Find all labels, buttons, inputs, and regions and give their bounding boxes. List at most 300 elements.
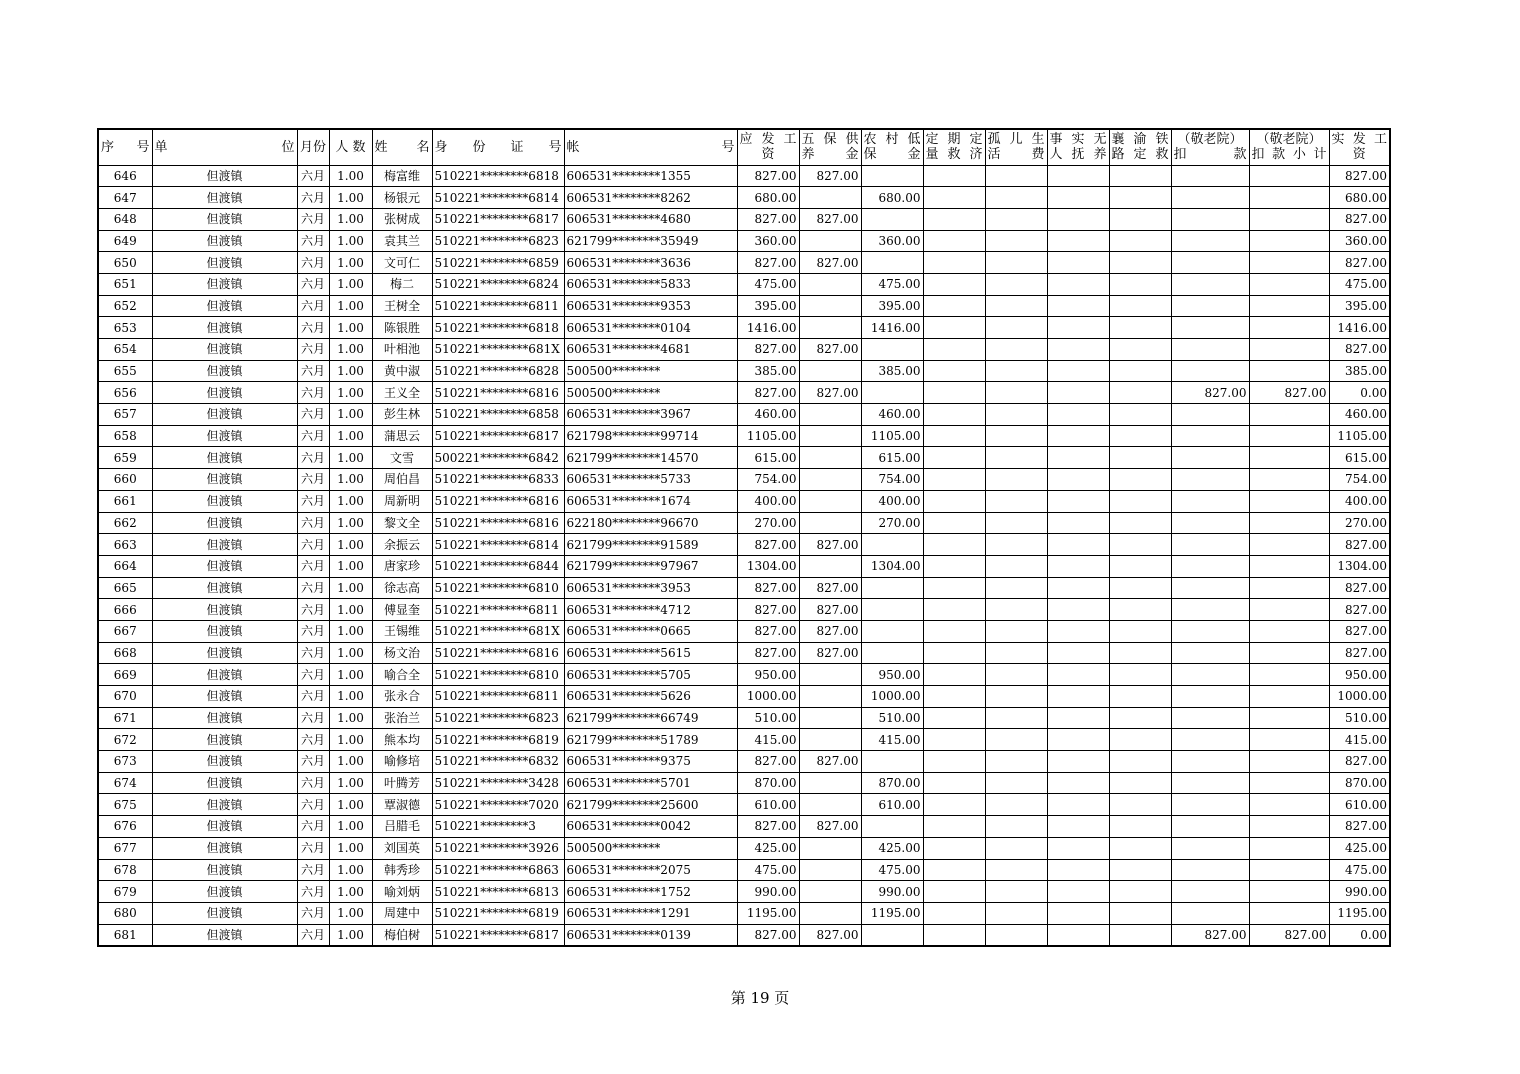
payable-cell: 870.00 [737,772,799,794]
month-cell: 六月 [297,577,329,599]
jinglao-subtotal-cell [1249,902,1329,924]
wubao-cell [799,187,861,209]
table-header [98,129,1390,165]
unit-cell: 但渡镇 [152,707,297,729]
header-persons: 人 数 [329,129,372,165]
dibao-cell: 385.00 [861,360,923,382]
dibao-cell [861,642,923,664]
account-cell: 606531********5615 [564,642,737,664]
dibao-cell: 425.00 [861,837,923,859]
id-cell: 510221********6858 [432,404,564,426]
dibao-cell [861,577,923,599]
xiangyu-cell [1109,751,1171,773]
actual-cell: 425.00 [1329,837,1390,859]
jinglao-subtotal-cell [1249,620,1329,642]
unit-cell: 但渡镇 [152,534,297,556]
name-cell: 徐志高 [372,577,432,599]
jinglao-subtotal-cell [1249,794,1329,816]
payable-cell: 1416.00 [737,317,799,339]
jinglao-deduct-cell [1171,859,1249,881]
payable-cell: 385.00 [737,360,799,382]
jinglao-subtotal-cell [1249,837,1329,859]
unit-cell: 但渡镇 [152,729,297,751]
xiangyu-cell [1109,642,1171,664]
table-row [98,577,1390,599]
name-cell: 袁其兰 [372,230,432,252]
wubao-cell [799,447,861,469]
name-cell: 梅富维 [372,165,432,187]
xiangyu-cell [1109,816,1171,838]
id-cell: 510221********6814 [432,187,564,209]
shishi-cell [1047,273,1109,295]
wubao-cell [799,317,861,339]
persons-cell: 1.00 [329,642,372,664]
shishi-cell [1047,295,1109,317]
wubao-cell: 827.00 [799,642,861,664]
jinglao-subtotal-cell [1249,881,1329,903]
jinglao-subtotal-cell [1249,555,1329,577]
unit-cell: 但渡镇 [152,512,297,534]
seq-cell: 663 [98,534,152,556]
shishi-cell [1047,490,1109,512]
id-cell: 510221********6813 [432,881,564,903]
table-row [98,230,1390,252]
table-row [98,404,1390,426]
wubao-cell [799,686,861,708]
table-row [98,447,1390,469]
persons-cell: 1.00 [329,252,372,274]
xiangyu-cell [1109,447,1171,469]
persons-cell: 1.00 [329,208,372,230]
actual-cell: 1416.00 [1329,317,1390,339]
table-body [98,165,1390,946]
persons-cell: 1.00 [329,469,372,491]
dingqi-cell [923,360,985,382]
id-cell: 510221********6816 [432,512,564,534]
persons-cell: 1.00 [329,360,372,382]
jinglao-subtotal-cell [1249,490,1329,512]
wubao-cell: 827.00 [799,620,861,642]
unit-cell: 但渡镇 [152,208,297,230]
persons-cell: 1.00 [329,816,372,838]
name-cell: 张树成 [372,208,432,230]
guer-cell [985,816,1047,838]
wubao-cell [799,772,861,794]
name-cell: 熊本均 [372,729,432,751]
name-cell: 唐家珍 [372,555,432,577]
jinglao-deduct-cell [1171,599,1249,621]
shishi-cell [1047,902,1109,924]
name-cell: 喻合全 [372,664,432,686]
dingqi-cell [923,816,985,838]
table-row [98,599,1390,621]
jinglao-deduct-cell [1171,360,1249,382]
jinglao-deduct-cell [1171,404,1249,426]
actual-cell: 395.00 [1329,295,1390,317]
account-cell: 606531********1291 [564,902,737,924]
account-cell: 500500******** [564,837,737,859]
account-cell: 621799********51789 [564,729,737,751]
guer-cell [985,599,1047,621]
table-row [98,425,1390,447]
seq-cell: 670 [98,686,152,708]
header-actual: 实 发 工 资 [1329,129,1390,165]
dibao-cell: 990.00 [861,881,923,903]
dibao-cell: 754.00 [861,469,923,491]
jinglao-subtotal-cell [1249,751,1329,773]
guer-cell [985,165,1047,187]
name-cell: 喻修培 [372,751,432,773]
actual-cell: 360.00 [1329,230,1390,252]
actual-cell: 475.00 [1329,859,1390,881]
id-cell: 510221********3926 [432,837,564,859]
jinglao-subtotal-cell [1249,165,1329,187]
month-cell: 六月 [297,165,329,187]
table-row [98,686,1390,708]
shishi-cell [1047,620,1109,642]
jinglao-subtotal-cell [1249,339,1329,361]
dibao-cell [861,165,923,187]
seq-cell: 659 [98,447,152,469]
unit-cell: 但渡镇 [152,382,297,404]
guer-cell [985,642,1047,664]
month-cell: 六月 [297,642,329,664]
wubao-cell: 827.00 [799,339,861,361]
id-cell: 510221********6816 [432,382,564,404]
persons-cell: 1.00 [329,534,372,556]
month-cell: 六月 [297,404,329,426]
xiangyu-cell [1109,729,1171,751]
wubao-cell [799,404,861,426]
unit-cell: 但渡镇 [152,881,297,903]
month-cell: 六月 [297,360,329,382]
header-month: 月份 [297,129,329,165]
persons-cell: 1.00 [329,902,372,924]
seq-cell: 671 [98,707,152,729]
jinglao-subtotal-cell [1249,577,1329,599]
dibao-cell: 460.00 [861,404,923,426]
persons-cell: 1.00 [329,577,372,599]
payable-cell: 827.00 [737,620,799,642]
name-cell: 叶腾芳 [372,772,432,794]
month-cell: 六月 [297,837,329,859]
account-cell: 606531********5833 [564,273,737,295]
xiangyu-cell [1109,686,1171,708]
guer-cell [985,555,1047,577]
actual-cell: 680.00 [1329,187,1390,209]
unit-cell: 但渡镇 [152,555,297,577]
seq-cell: 657 [98,404,152,426]
jinglao-deduct-cell [1171,772,1249,794]
jinglao-deduct-cell [1171,686,1249,708]
id-cell: 510221********6810 [432,577,564,599]
name-cell: 彭生林 [372,404,432,426]
seq-cell: 665 [98,577,152,599]
wubao-cell [799,360,861,382]
dingqi-cell [923,729,985,751]
dibao-cell [861,339,923,361]
unit-cell: 但渡镇 [152,902,297,924]
unit-cell: 但渡镇 [152,751,297,773]
guer-cell [985,425,1047,447]
payable-cell: 610.00 [737,794,799,816]
wubao-cell [799,469,861,491]
unit-cell: 但渡镇 [152,339,297,361]
persons-cell: 1.00 [329,729,372,751]
month-cell: 六月 [297,772,329,794]
jinglao-deduct-cell [1171,729,1249,751]
xiangyu-cell [1109,273,1171,295]
table-row [98,187,1390,209]
payable-cell: 990.00 [737,881,799,903]
jinglao-deduct-cell [1171,642,1249,664]
account-cell: 606531********3636 [564,252,737,274]
table-row [98,295,1390,317]
name-cell: 黎文全 [372,512,432,534]
jinglao-deduct-cell [1171,230,1249,252]
payable-cell: 1304.00 [737,555,799,577]
xiangyu-cell [1109,534,1171,556]
persons-cell: 1.00 [329,859,372,881]
id-cell: 510221********681X [432,339,564,361]
dingqi-cell [923,642,985,664]
guer-cell [985,794,1047,816]
persons-cell: 1.00 [329,707,372,729]
header-name: 姓 名 [372,129,432,165]
table-row [98,620,1390,642]
guer-cell [985,512,1047,534]
account-cell: 606531********5701 [564,772,737,794]
jinglao-subtotal-cell: 827.00 [1249,382,1329,404]
actual-cell: 615.00 [1329,447,1390,469]
account-cell: 606531********5733 [564,469,737,491]
jinglao-subtotal-cell [1249,317,1329,339]
actual-cell: 510.00 [1329,707,1390,729]
persons-cell: 1.00 [329,664,372,686]
dibao-cell: 360.00 [861,230,923,252]
jinglao-deduct-cell [1171,902,1249,924]
dingqi-cell [923,230,985,252]
xiangyu-cell [1109,837,1171,859]
account-cell: 621799********25600 [564,794,737,816]
wubao-cell [799,859,861,881]
month-cell: 六月 [297,490,329,512]
persons-cell: 1.00 [329,881,372,903]
header-wubao: 五 保 供 养 金 [799,129,861,165]
xiangyu-cell [1109,317,1171,339]
dibao-cell: 400.00 [861,490,923,512]
account-cell: 622180********96670 [564,512,737,534]
month-cell: 六月 [297,252,329,274]
account-cell: 606531********0139 [564,924,737,946]
jinglao-subtotal-cell [1249,686,1329,708]
seq-cell: 672 [98,729,152,751]
jinglao-subtotal-cell [1249,447,1329,469]
wubao-cell [799,729,861,751]
jinglao-deduct-cell [1171,165,1249,187]
persons-cell: 1.00 [329,924,372,946]
persons-cell: 1.00 [329,794,372,816]
xiangyu-cell [1109,230,1171,252]
unit-cell: 但渡镇 [152,924,297,946]
wubao-cell [799,490,861,512]
table-row [98,707,1390,729]
persons-cell: 1.00 [329,555,372,577]
persons-cell: 1.00 [329,490,372,512]
seq-cell: 648 [98,208,152,230]
actual-cell: 827.00 [1329,252,1390,274]
guer-cell [985,469,1047,491]
shishi-cell [1047,469,1109,491]
wubao-cell [799,295,861,317]
persons-cell: 1.00 [329,230,372,252]
account-cell: 621799********14570 [564,447,737,469]
dingqi-cell [923,165,985,187]
account-cell: 606531********5626 [564,686,737,708]
payable-cell: 827.00 [737,208,799,230]
shishi-cell [1047,729,1109,751]
jinglao-subtotal-cell [1249,664,1329,686]
unit-cell: 但渡镇 [152,317,297,339]
actual-cell: 827.00 [1329,534,1390,556]
id-cell: 510221********6859 [432,252,564,274]
xiangyu-cell [1109,620,1171,642]
guer-cell [985,273,1047,295]
header-payable: 应 发 工 资 [737,129,799,165]
payable-cell: 360.00 [737,230,799,252]
header-jinglao-deduct: （敬老院） 扣 款 [1171,129,1249,165]
wubao-cell [799,555,861,577]
id-cell: 510221********6832 [432,751,564,773]
jinglao-deduct-cell [1171,816,1249,838]
jinglao-deduct-cell [1171,751,1249,773]
dingqi-cell [923,686,985,708]
wubao-cell: 827.00 [799,816,861,838]
table-row [98,837,1390,859]
guer-cell [985,577,1047,599]
account-cell: 606531********8262 [564,187,737,209]
unit-cell: 但渡镇 [152,165,297,187]
account-cell: 606531********4681 [564,339,737,361]
month-cell: 六月 [297,794,329,816]
seq-cell: 662 [98,512,152,534]
name-cell: 吕腊毛 [372,816,432,838]
jinglao-subtotal-cell [1249,816,1329,838]
id-cell: 510221********6833 [432,469,564,491]
dingqi-cell [923,902,985,924]
xiangyu-cell [1109,252,1171,274]
shishi-cell [1047,425,1109,447]
month-cell: 六月 [297,924,329,946]
jinglao-subtotal-cell [1249,729,1329,751]
payable-cell: 827.00 [737,599,799,621]
unit-cell: 但渡镇 [152,230,297,252]
persons-cell: 1.00 [329,382,372,404]
id-cell: 510221********6811 [432,295,564,317]
xiangyu-cell [1109,404,1171,426]
account-cell: 621799********97967 [564,555,737,577]
persons-cell: 1.00 [329,295,372,317]
xiangyu-cell [1109,772,1171,794]
guer-cell [985,881,1047,903]
wubao-cell [799,902,861,924]
actual-cell: 1195.00 [1329,902,1390,924]
id-cell: 510221********6823 [432,230,564,252]
shishi-cell [1047,794,1109,816]
xiangyu-cell [1109,577,1171,599]
seq-cell: 647 [98,187,152,209]
name-cell: 杨文治 [372,642,432,664]
account-cell: 606531********2075 [564,859,737,881]
guer-cell [985,902,1047,924]
id-cell: 510221********6816 [432,642,564,664]
unit-cell: 但渡镇 [152,664,297,686]
xiangyu-cell [1109,599,1171,621]
name-cell: 黄中淑 [372,360,432,382]
payable-cell: 827.00 [737,577,799,599]
shishi-cell [1047,360,1109,382]
account-cell: 606531********3967 [564,404,737,426]
account-cell: 606531********9353 [564,295,737,317]
name-cell: 梅二 [372,273,432,295]
name-cell: 蒲思云 [372,425,432,447]
dingqi-cell [923,859,985,881]
name-cell: 韩秀珍 [372,859,432,881]
account-cell: 621798********99714 [564,425,737,447]
table-row [98,816,1390,838]
guer-cell [985,534,1047,556]
name-cell: 张治兰 [372,707,432,729]
unit-cell: 但渡镇 [152,859,297,881]
dibao-cell [861,208,923,230]
guer-cell [985,187,1047,209]
actual-cell: 990.00 [1329,881,1390,903]
name-cell: 王树全 [372,295,432,317]
dibao-cell: 1105.00 [861,425,923,447]
id-cell: 510221********6823 [432,707,564,729]
shishi-cell [1047,208,1109,230]
xiangyu-cell [1109,469,1171,491]
dibao-cell: 1416.00 [861,317,923,339]
payable-cell: 827.00 [737,165,799,187]
persons-cell: 1.00 [329,837,372,859]
header-jinglao-subtotal: （敬老院） 扣 款 小 计 [1249,129,1329,165]
guer-cell [985,772,1047,794]
guer-cell [985,664,1047,686]
persons-cell: 1.00 [329,620,372,642]
payable-cell: 827.00 [737,339,799,361]
name-cell: 余振云 [372,534,432,556]
dibao-cell: 1195.00 [861,902,923,924]
shishi-cell [1047,339,1109,361]
payable-cell: 395.00 [737,295,799,317]
persons-cell: 1.00 [329,751,372,773]
table-row [98,664,1390,686]
wubao-cell: 827.00 [799,751,861,773]
id-cell: 510221********6824 [432,273,564,295]
actual-cell: 827.00 [1329,208,1390,230]
xiangyu-cell [1109,902,1171,924]
seq-cell: 649 [98,230,152,252]
dibao-cell [861,534,923,556]
guer-cell [985,729,1047,751]
jinglao-deduct-cell [1171,534,1249,556]
name-cell: 陈银胜 [372,317,432,339]
header-shishi: 事 实 无 人 抚 养 [1047,129,1109,165]
dibao-cell: 950.00 [861,664,923,686]
month-cell: 六月 [297,816,329,838]
table-row [98,360,1390,382]
